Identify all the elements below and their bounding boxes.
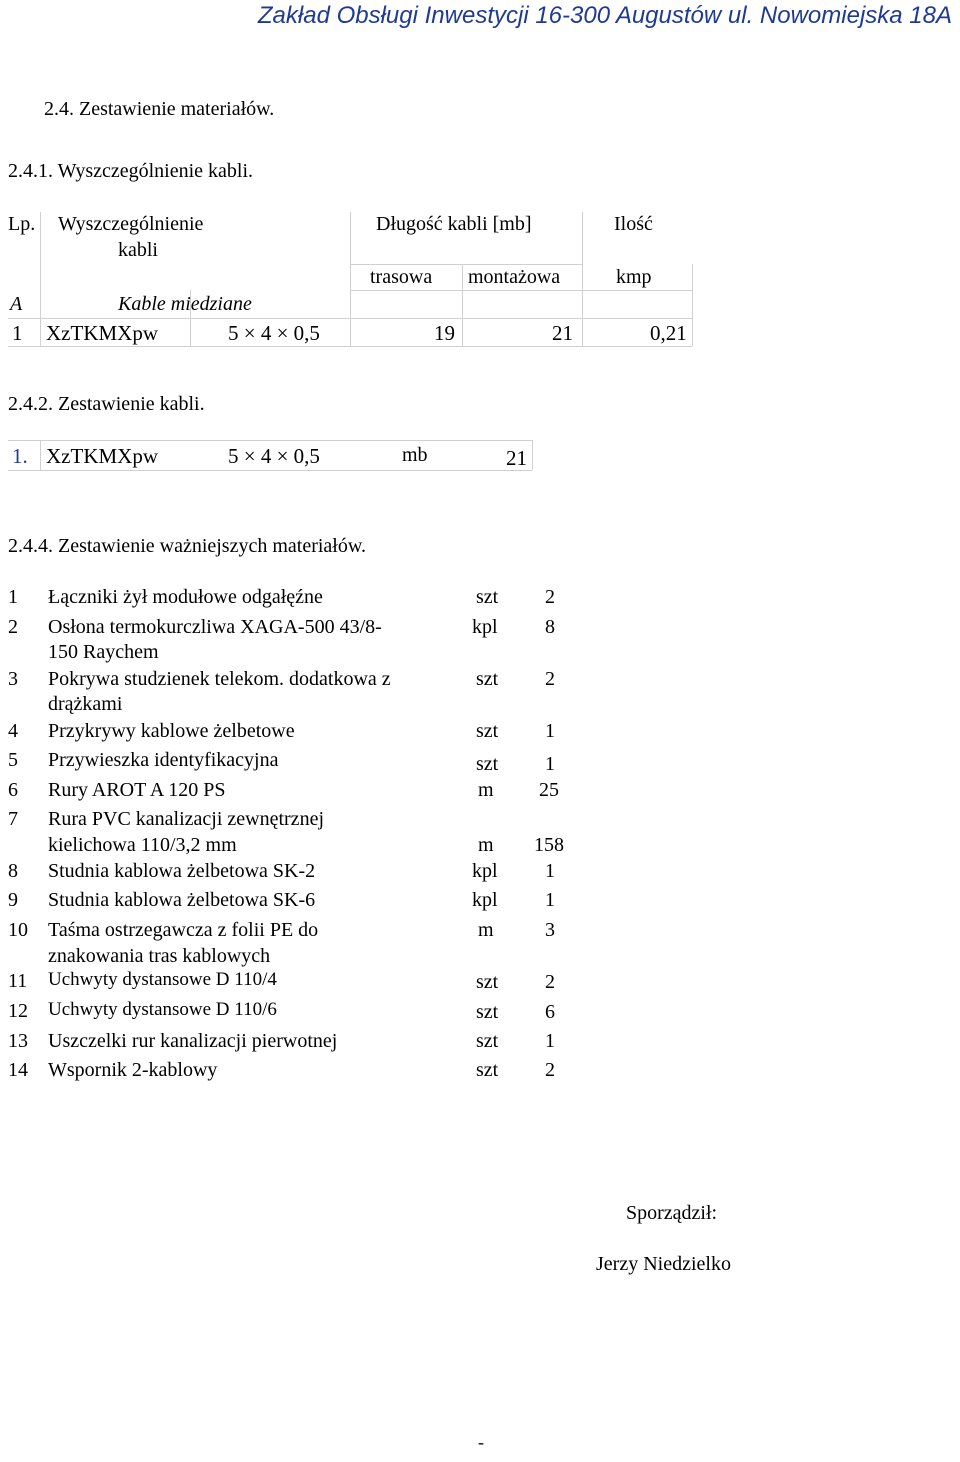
document-header: Zakład Obsługi Inwestycji 16-300 Augustów ul. Nowomiejska 18A bbox=[257, 2, 952, 29]
column-header-kmp: kmp bbox=[616, 266, 652, 288]
material-lp: 13 bbox=[8, 1030, 28, 1052]
material-lp: 10 bbox=[8, 919, 28, 941]
table-gridline bbox=[692, 264, 693, 346]
summary-lp: 1. bbox=[12, 444, 28, 468]
material-quantity: 1 bbox=[545, 1030, 555, 1052]
material-name: Rury AROT A 120 PS bbox=[48, 779, 226, 801]
material-unit: szt bbox=[476, 1001, 499, 1023]
table-gridline bbox=[350, 212, 351, 346]
section-heading-2-4-2: 2.4.2. Zestawienie kabli. bbox=[8, 393, 205, 415]
column-header-quantity: Ilość bbox=[614, 213, 653, 235]
material-name-line2: kielichowa 110/3,2 mm bbox=[48, 834, 237, 856]
material-lp: 11 bbox=[8, 970, 28, 992]
material-unit: kpl bbox=[472, 860, 498, 882]
material-unit: szt bbox=[476, 1059, 499, 1081]
material-quantity: 3 bbox=[545, 919, 555, 941]
material-quantity: 1 bbox=[545, 860, 555, 882]
material-unit: m bbox=[478, 834, 494, 856]
table-gridline bbox=[532, 440, 533, 470]
material-lp: 5 bbox=[8, 749, 18, 771]
summary-cable-name: XzTKMXpw bbox=[46, 444, 158, 468]
material-unit: szt bbox=[476, 971, 499, 993]
column-header-name-line2: kabli bbox=[118, 239, 158, 261]
material-name: Studnia kablowa żelbetowa SK-2 bbox=[48, 860, 316, 882]
table-gridline bbox=[350, 290, 692, 291]
material-name: Uchwyty dystansowe D 110/6 bbox=[48, 999, 277, 1020]
material-name: Wspornik 2-kablowy bbox=[48, 1059, 218, 1081]
table-gridline bbox=[582, 212, 583, 346]
material-unit: m bbox=[478, 919, 494, 941]
material-lp: 7 bbox=[8, 808, 18, 830]
material-name: Pokrywa studzienek telekom. dodatkowa z bbox=[48, 668, 391, 690]
column-header-montazowa: montażowa bbox=[468, 266, 561, 288]
material-quantity: 6 bbox=[545, 1001, 555, 1023]
material-unit: szt bbox=[476, 720, 499, 742]
material-lp: 9 bbox=[8, 889, 18, 911]
material-quantity: 1 bbox=[545, 889, 555, 911]
material-name: Łączniki żył modułowe odgałęźne bbox=[48, 586, 323, 608]
table-gridline bbox=[40, 440, 41, 470]
material-quantity: 25 bbox=[539, 779, 559, 801]
signature-label: Sporządził: bbox=[626, 1202, 718, 1224]
material-name: Przywieszka identyfikacyjna bbox=[48, 749, 279, 771]
table-gridline bbox=[8, 470, 532, 471]
material-name: Osłona termokurczliwa XAGA-500 43/8- bbox=[48, 616, 382, 638]
material-unit: szt bbox=[476, 586, 499, 608]
material-name: Uchwyty dystansowe D 110/4 bbox=[48, 969, 277, 990]
section-heading-2-4: 2.4. Zestawienie materiałów. bbox=[44, 98, 275, 120]
material-name-line2: 150 Raychem bbox=[48, 641, 159, 663]
column-header-lp: Lp. bbox=[8, 213, 36, 235]
row-length-trasowa: 19 bbox=[434, 321, 455, 345]
row-lp: 1 bbox=[12, 321, 23, 345]
material-unit: kpl bbox=[472, 889, 498, 911]
summary-cable-spec: 5 × 4 × 0,5 bbox=[228, 444, 320, 468]
row-cable-name: XzTKMXpw bbox=[46, 321, 158, 345]
material-unit: szt bbox=[476, 668, 499, 690]
material-lp: 6 bbox=[8, 779, 18, 801]
row-quantity: 0,21 bbox=[650, 321, 687, 345]
column-header-length: Długość kabli [mb] bbox=[376, 213, 532, 235]
material-unit: szt bbox=[476, 753, 499, 775]
page-footer-mark: - bbox=[478, 1432, 484, 1452]
table-gridline bbox=[8, 346, 692, 347]
row-length-montazowa: 21 bbox=[552, 321, 573, 345]
material-quantity: 1 bbox=[545, 720, 555, 742]
summary-unit: mb bbox=[402, 444, 428, 466]
table-gridline bbox=[8, 318, 692, 319]
material-unit: szt bbox=[476, 1030, 499, 1052]
material-lp: 8 bbox=[8, 860, 18, 882]
material-quantity: 2 bbox=[545, 1059, 555, 1081]
group-lp: A bbox=[10, 293, 23, 315]
material-lp: 3 bbox=[8, 668, 18, 690]
material-lp: 14 bbox=[8, 1059, 28, 1081]
material-lp: 1 bbox=[8, 586, 18, 608]
table-gridline bbox=[40, 212, 41, 346]
section-heading-2-4-1: 2.4.1. Wyszczególnienie kabli. bbox=[8, 160, 254, 182]
table-gridline bbox=[8, 440, 532, 441]
material-quantity: 158 bbox=[534, 834, 564, 856]
table-gridline bbox=[462, 264, 463, 346]
material-lp: 4 bbox=[8, 720, 18, 742]
material-lp: 2 bbox=[8, 616, 18, 638]
material-quantity: 2 bbox=[545, 971, 555, 993]
material-name-line2: drążkami bbox=[48, 693, 123, 715]
material-lp: 12 bbox=[8, 1000, 28, 1022]
section-heading-2-4-4: 2.4.4. Zestawienie ważniejszych materiałów. bbox=[8, 535, 367, 557]
material-quantity: 2 bbox=[545, 668, 555, 690]
summary-quantity: 21 bbox=[506, 446, 527, 470]
material-name-line2: znakowania tras kablowych bbox=[48, 945, 271, 967]
signature-name: Jerzy Niedzielko bbox=[596, 1253, 731, 1275]
column-header-name: Wyszczególnienie bbox=[58, 213, 204, 235]
material-name: Studnia kablowa żelbetowa SK-6 bbox=[48, 889, 316, 911]
material-name: Rura PVC kanalizacji zewnętrznej bbox=[48, 808, 324, 830]
material-unit: kpl bbox=[472, 616, 498, 638]
material-quantity: 2 bbox=[545, 586, 555, 608]
material-name: Taśma ostrzegawcza z folii PE do bbox=[48, 919, 319, 941]
material-quantity: 1 bbox=[545, 753, 555, 775]
material-name: Uszczelki rur kanalizacji pierwotnej bbox=[48, 1030, 338, 1052]
row-cable-spec: 5 × 4 × 0,5 bbox=[228, 321, 320, 345]
material-quantity: 8 bbox=[545, 616, 555, 638]
table-gridline bbox=[350, 264, 582, 265]
column-header-trasowa: trasowa bbox=[370, 266, 433, 288]
material-name: Przykrywy kablowe żelbetowe bbox=[48, 720, 295, 742]
material-unit: m bbox=[478, 779, 494, 801]
group-label: Kable miedziane bbox=[118, 293, 252, 315]
